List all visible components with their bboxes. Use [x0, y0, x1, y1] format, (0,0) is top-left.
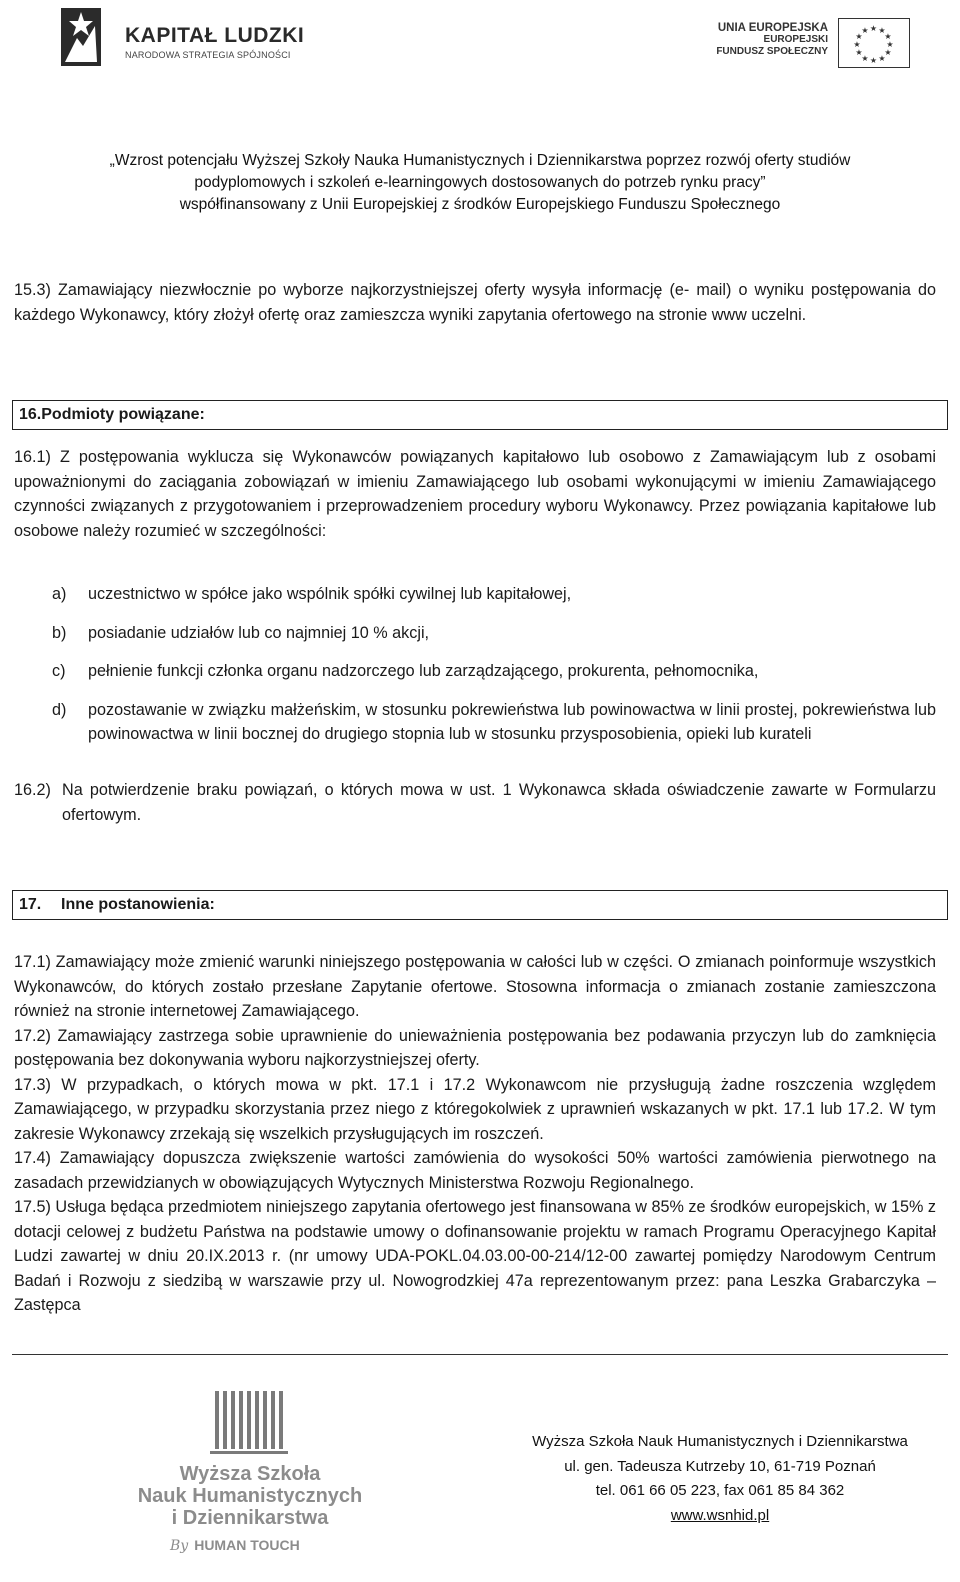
school-logo-name [120, 1463, 380, 1529]
project-line-3: współfinansowany z Unii Europejskiej z środków Europejskiego Funduszu Społecznego [179, 196, 781, 213]
svg-text:★: ★ [878, 26, 886, 35]
paragraph-17-4: 17.4) Zamawiający dopuszcza zwiększenie wartości zamówienia do wysokości 50% wartości zamówienia pierwotnego na zasadach przewidzianych w obowiązujących Wytycznych Ministerstwa Rozwoju Regionalnego. [14, 1149, 936, 1192]
paragraph-16-2-text: Na potwierdzenie braku powiązań, o których mowa w ust. 1 Wykonawca składa oświadczenie zawarte w Formularzu ofertowym. [62, 781, 936, 824]
list-item [14, 698, 936, 747]
kapital-ludzki-logo [55, 2, 305, 72]
eu-logo-line3: FUNDUSZ SPOŁECZNY [716, 46, 828, 57]
svg-text:★: ★ [855, 32, 863, 41]
paragraph-16-2-number: 16.2) [14, 781, 51, 799]
contact-name: Wyższa Szkoła Nauk Humanistycznych i Dziennikarstwa [532, 1433, 908, 1450]
list-text: posiadanie udziałów lub co najmniej 10 % akcji, [88, 623, 430, 642]
svg-text:★: ★ [853, 40, 861, 49]
school-logo-tagline [170, 1537, 300, 1554]
svg-text:★: ★ [886, 40, 894, 49]
svg-text:★: ★ [869, 56, 878, 65]
kapital-ludzki-subtitle: NARODOWA STRATEGIA SPÓJNOŚCI [125, 50, 291, 60]
footer-contact [510, 1430, 930, 1528]
paragraph-15-3 [14, 278, 936, 327]
paragraph-17-2: 17.2) Zamawiający zastrzega sobie uprawnienie do unieważnienia postępowania bez podawania przyczyn lub do zamknięcia postępowania bez dokonywania wyboru najkorzystniejszej oferty. [14, 1026, 936, 1069]
paragraph-15-3-text: 15.3) Zamawiający niezwłocznie po wyborze najkorzystniejszej oferty wysyła informację (e- mail) o wyniku postępowania do każdego Wykonawcy, który złożył ofertę oraz zamieszcza wyniki zapytania ofertowego na stronie www uczelni. [14, 281, 936, 324]
svg-text:★: ★ [861, 26, 869, 35]
eu-flag-icon [838, 18, 910, 68]
school-building-icon [120, 1385, 380, 1460]
paragraph-17-3: 17.3) W przypadkach, o których mowa w pkt. 17.1 i 17.2 Wykonawcom nie przysługują żadne roszczenia względem Zamawiającego, w przypadku skorzystania przez niego z któregokolwiek z uprawnień wskazanych w pkt. 17.1 lub 17.2. W tym zakresie Wykonawcy zrzekają się wszelkich przysługujących im roszczeń. [14, 1075, 936, 1143]
paragraph-16-2 [14, 778, 936, 827]
eu-logo-text [716, 22, 828, 58]
school-logo [120, 1385, 380, 1575]
svg-text:★: ★ [884, 48, 892, 57]
section-17-title: Inne postanowienia: [61, 896, 215, 913]
contact-website-link[interactable]: www.wsnhid.pl [670, 1506, 770, 1524]
paragraph-16-1 [14, 445, 936, 543]
project-title [60, 150, 900, 216]
footer-divider [12, 1354, 948, 1355]
school-logo-by: By [170, 1538, 189, 1554]
list-marker: d) [52, 700, 67, 719]
svg-text:★: ★ [878, 54, 886, 63]
list-marker: b) [52, 623, 67, 642]
list-text: pełnienie funkcji członka organu nadzorczego lub zarządzającego, prokurenta, pełnomocnika, [88, 662, 759, 680]
section-17-number: 17. [19, 896, 42, 913]
paragraph-16-1-text: 16.1) Z postępowania wyklucza się Wykonawców powiązanych kapitałowo lub osobowo z Zamawiającym lub z osobami upoważnionymi do zaciągania zobowiązań w imieniu Zamawiającego lub osobami wykonującymi w imieniu Zamawiającego czynności związanych z przygotowaniem i przeprowadzeniem procedury wyboru Wykonawcy. Przez powiązania kapitałowe lub osobowe należy rozumieć w szczególności: [14, 448, 936, 540]
paragraph-17-1: 17.1) Zamawiający może zmienić warunki niniejszego postępowania w całości lub w części. O zmianach poinformuje wszystkich Wykonawców, do których zostało przesłane Zapytanie ofertowe. Stosowna informacja o zmianach zostanie zamieszczona również na stronie internetowej Zamawiającego. [14, 953, 936, 1020]
project-line-2: podyplomowych i szkoleń e-learningowych dostosowanych do potrzeb rynku pracy” [194, 174, 766, 191]
section-16-list [14, 582, 936, 761]
list-marker: a) [52, 585, 67, 603]
kapital-ludzki-title: KAPITAŁ LUDZKI [125, 24, 305, 47]
svg-text:★: ★ [855, 48, 863, 57]
eu-logo-line2: EUROPEJSKI [763, 34, 828, 45]
contact-address: ul. gen. Tadeusza Kutrzeby 10, 61-719 Poznań [564, 1457, 876, 1475]
section-17-paragraphs [14, 950, 936, 1318]
svg-text:★: ★ [861, 54, 869, 63]
section-17-heading [12, 890, 948, 920]
section-16-title: 16.Podmioty powiązane: [19, 406, 205, 423]
contact-phone: tel. 061 66 05 223, fax 061 85 84 362 [595, 1482, 845, 1499]
school-logo-tag: HUMAN TOUCH [194, 1537, 300, 1553]
school-logo-line-2: Nauk Humanistycznych [137, 1485, 363, 1507]
svg-text:★: ★ [884, 32, 892, 41]
eu-logo-line1: UNIA EUROPEJSKA [717, 22, 828, 34]
list-item [14, 659, 936, 684]
list-marker: c) [52, 662, 66, 680]
list-item [14, 582, 936, 607]
school-logo-line-1: Wyższa Szkoła [179, 1463, 321, 1485]
list-text: uczestnictwo w spółce jako wspólnik spółki cywilnej lub kapitałowej, [88, 585, 572, 603]
list-text: pozostawanie w związku małżeńskim, w stosunku pokrewieństwa lub powinowactwa w linii prostej, pokrewieństwa lub powinowactwa w linii bocznej do drugiego stopnia lub w stosunku przysposobienia, opieki lub kurateli [88, 700, 936, 743]
eu-logo [716, 18, 910, 70]
school-logo-line-3: i Dziennikarstwa [171, 1507, 329, 1529]
list-item [14, 621, 936, 646]
svg-text:★: ★ [869, 24, 878, 33]
kapital-ludzki-star-icon [55, 2, 107, 70]
project-line-1: „Wzrost potencjału Wyższej Szkoły Nauka Humanistycznych i Dziennikarstwa poprzez rozwój oferty studiów [109, 152, 851, 169]
section-16-heading [12, 400, 948, 430]
paragraph-17-5: 17.5) Usługa będąca przedmiotem niniejszego zapytania ofertowego jest finansowana w 85% ze środków europejskich, w 15% z dotacji celowej z budżetu Państwa na podstawie umowy o dofinansowanie projektu w ramach Programu Operacyjnego Kapitał Ludzi zawartej w dniu 20.IX.2013 r. (nr umowy UDA-POKL.04.03.00-00-214/12-00 zawartej pomiędzy Narodowym Centrum Badań i Rozwoju z siedzibą w warszawie przy ul. Nowogrodzkiej 47a reprezentowanym przez: pana Leszka Grabarczyka – Zastępca [14, 1198, 936, 1314]
